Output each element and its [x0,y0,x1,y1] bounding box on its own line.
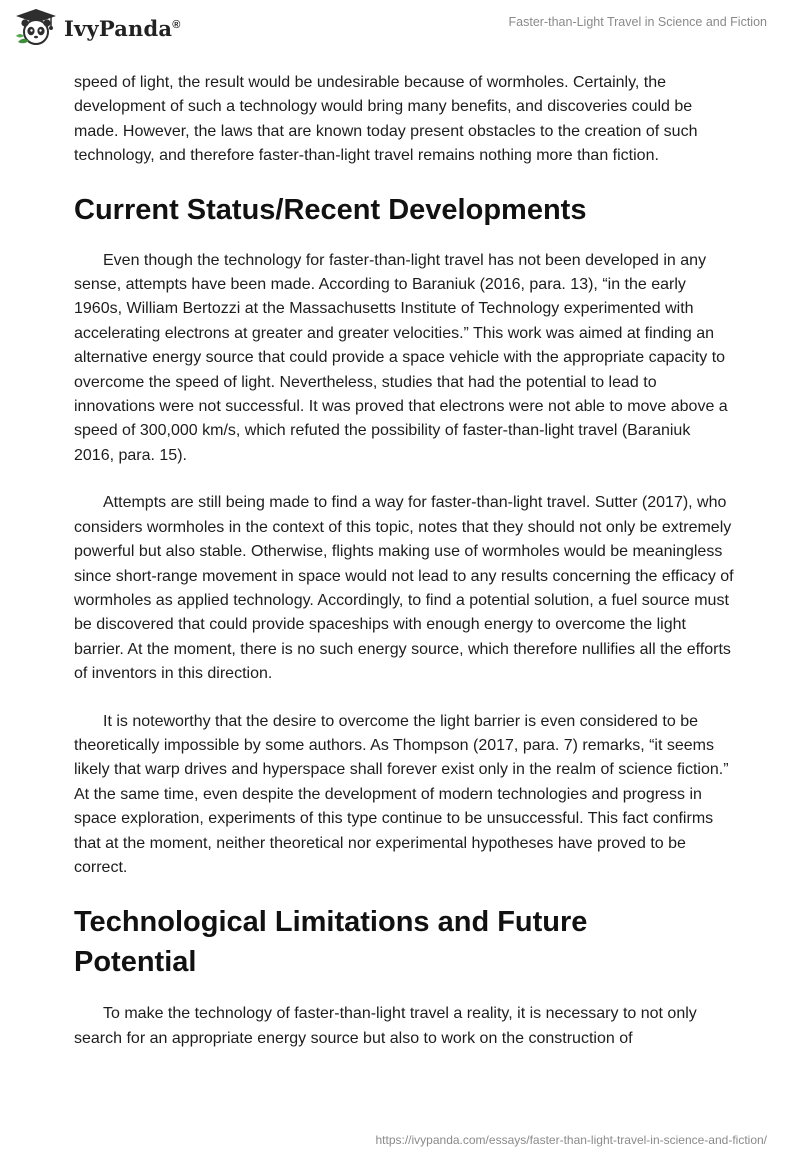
section-heading-current-status: Current Status/Recent Developments [74,193,587,226]
panda-graduate-icon [14,8,58,48]
registered-mark: ® [172,18,181,31]
article-body [74,71,734,1051]
brand-name: IvyPanda® [64,15,181,41]
paragraph: Even though the technology for faster-than-light travel has not been developed in any sense, attempts have been made. According to Baraniuk (2016, para. 13), “in the early 1960s, William Bertozzi at the Massachusetts Institute of Technology experimented with accelerating electrons at greater and greater velocities.” This work was aimed at finding an alternative energy source that could provide a space vehicle with the appropriate capacity to overcome the speed of light. Nevertheless, studies that had the potential to lead to innovations were not successful. It was proved that electrons were not able to move above a speed of 300,000 km/s, which refuted the possibility of faster-than-light travel (Baraniuk 2016, para. 15). [74,251,728,464]
paragraph: It is noteworthy that the desire to overcome the light barrier is even considered to be theoretically impossible by some authors. As Thompson (2017, para. 7) remarks, “it seems likely that warp drives and hyperspace shall forever exist only in the realm of science fiction.” At the same time, even despite the development of modern technologies and progress in space exploration, experiments of this type continue to be unsuccessful. This fact confirms that at the moment, neither theoretical nor experimental hypotheses have proved to be correct. [74,712,729,876]
paragraph-continued: speed of light, the result would be undesirable because of wormholes. Certainly, the development of such a technology would bring many benefits, and discoveries could be made. However, the laws that are known today present obstacles to the creation of such technology, and therefore faster-than-light travel remains nothing more than fiction. [74,74,698,165]
document-title: Faster-than-Light Travel in Science and Fiction [508,15,767,29]
source-url-link[interactable]: https://ivypanda.com/essays/faster-than-light-travel-in-science-and-fiction/ [375,1133,767,1147]
page-header [0,0,800,64]
paragraph: To make the technology of faster-than-light travel a reality, it is necessary to not only search for an appropriate energy source but also to work on the construction of [74,1005,697,1047]
section-heading-technological-limitations: Technological Limitations and Future Potential [74,906,588,979]
ivypanda-logo[interactable] [14,8,181,48]
paragraph: Attempts are still being made to find a way for faster-than-light travel. Sutter (2017), who considers wormholes in the context of this topic, notes that they should not only be extremely powerful but also stable. Otherwise, flights making use of wormholes would be meaningless since short-range movement in space would not lead to any results concerning the efficacy of wormholes as applied technology. Accordingly, to find a potential solution, a fuel source must be discovered that could provide spaceships with enough energy to overcome the light barrier. At the moment, there is no such energy source, which therefore nullifies all the efforts of inventors in this direction. [74,494,734,683]
